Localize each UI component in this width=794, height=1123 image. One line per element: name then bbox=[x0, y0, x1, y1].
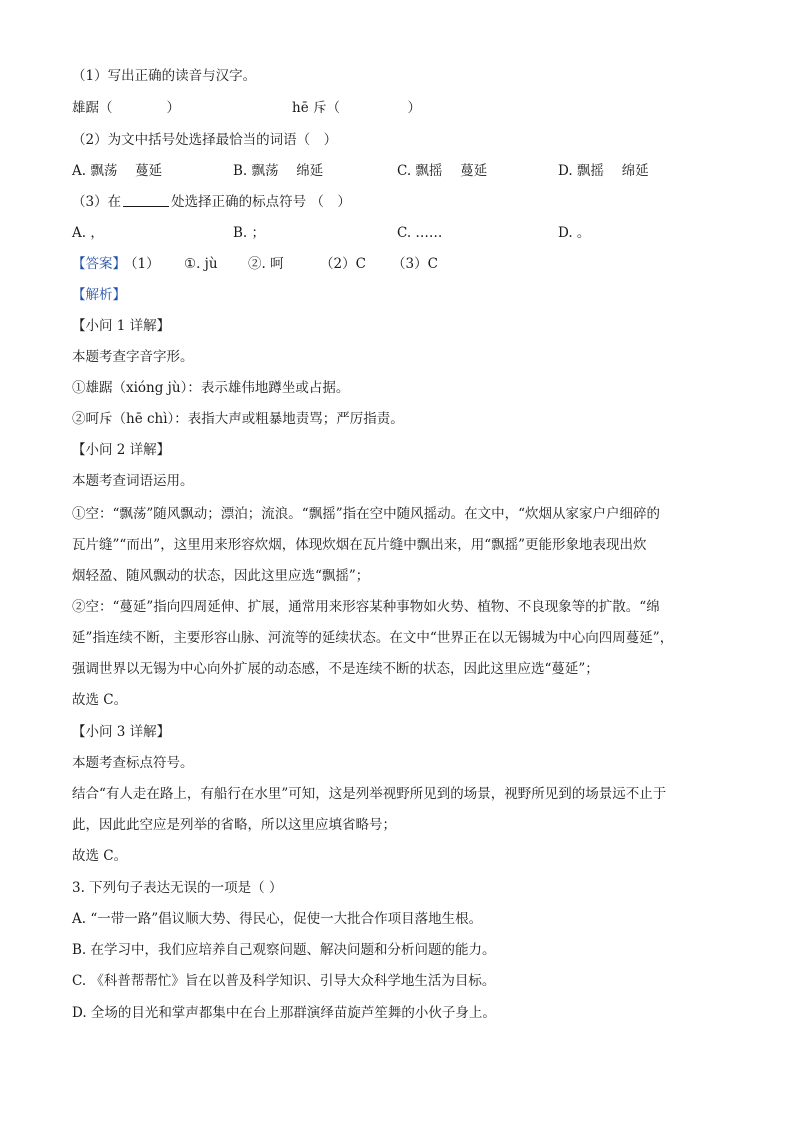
answer-2: （2）C bbox=[320, 256, 366, 272]
paragraph: 本题考查词语运用。 bbox=[72, 473, 194, 489]
paragraph: 烟轻盈、随风飘动的状态，因此这里应选“飘摇”； bbox=[72, 568, 370, 584]
option-b: B. 飘荡 绵延 bbox=[233, 163, 324, 179]
answer-label: 【答案】 bbox=[72, 256, 126, 272]
paragraph: 故选 C。 bbox=[72, 848, 128, 864]
option-b: B. ； bbox=[233, 225, 266, 241]
paragraph: ②呵斥（hē chì）：表指大声或粗暴地责骂；严厉指责。 bbox=[72, 411, 404, 427]
option-b: B. 在学习中，我们应培养自己观察问题、解决问题和分析问题的能力。 bbox=[72, 942, 496, 958]
paragraph: ②空：“蔓延”指向四周延伸、扩展，通常用来形容某种事物如火势、植物、不良现象等的扩散。“绵 bbox=[72, 599, 660, 615]
option-a: A. “一带一路”倡议顺大势、得民心，促使一大批合作项目落地生根。 bbox=[72, 911, 483, 927]
paragraph: ①空：“飘荡”随风飘动；漂泊；流浪。“飘摇”指在空中随风摇动。在文中，“炊烟从家家户户细碎的 bbox=[72, 506, 661, 522]
q2-prompt: （2）为文中括号处选择最恰当的词语（ ） bbox=[72, 132, 338, 148]
blank-xiongju: 雄踞（ ） bbox=[72, 100, 180, 116]
detail-heading-2: 【小问 2 详解】 bbox=[72, 442, 171, 458]
q3-prompt-pre: （3）在 bbox=[72, 194, 122, 210]
analysis-label: 【解析】 bbox=[72, 287, 126, 303]
paragraph: 本题考查标点符号。 bbox=[72, 755, 194, 771]
option-c: C. …… bbox=[397, 225, 443, 241]
detail-heading-3: 【小问 3 详解】 bbox=[72, 724, 171, 740]
paragraph: 强调世界以无锡为中心向外扩展的动态感，不是连续不断的状态，因此这里应选“蔓延”； bbox=[72, 661, 599, 677]
paragraph: 本题考查字音字形。 bbox=[72, 349, 194, 365]
paragraph: 延”指连续不断，主要形容山脉、河流等的延续状态。在文中“世界正在以无锡城为中心向四周蔓延”， bbox=[72, 630, 674, 646]
option-c: C. 《科普帮帮忙》旨在以普及科学知识、引导大众科学地生活为目标。 bbox=[72, 973, 496, 989]
q1-prompt: （1）写出正确的读音与汉字。 bbox=[72, 68, 257, 84]
paragraph: 瓦片缝”“而出”，这里用来形容炊烟，体现炊烟在瓦片缝中飘出来，用“飘摇”更能形象地表现出炊 bbox=[72, 537, 647, 553]
answer-1-1: ①. jù bbox=[184, 256, 218, 272]
detail-heading-1: 【小问 1 详解】 bbox=[72, 318, 171, 334]
fill-blank bbox=[123, 193, 169, 207]
option-a: A. 飘荡 蔓延 bbox=[72, 163, 163, 179]
blank-hechi: hē 斥（ ） bbox=[292, 100, 421, 116]
answer-1: （1） bbox=[124, 256, 160, 272]
option-d: D. 全场的目光和掌声都集中在台上那群演绎苗旋芦笙舞的小伙子身上。 bbox=[72, 1005, 496, 1021]
paragraph: ①雄踞（xióng jù）：表示雄伟地蹲坐或占据。 bbox=[72, 380, 350, 396]
q3-prompt-post: 处选择正确的标点符号 （ ） bbox=[171, 194, 351, 210]
option-c: C. 飘摇 蔓延 bbox=[397, 163, 488, 179]
answer-3: （3）C bbox=[392, 256, 438, 272]
option-a: A. ， bbox=[72, 225, 104, 241]
paragraph: 此，因此此空应是列举的省略，所以这里应填省略号； bbox=[72, 817, 396, 833]
option-d: D. 。 bbox=[558, 225, 591, 241]
answer-1-2: ②. 呵 bbox=[248, 256, 284, 272]
paragraph: 结合“有人走在路上，有船行在水里”可知，这是列举视野所见到的场景，视野所见到的场景远不止于 bbox=[72, 786, 667, 802]
question-3-title: 3. 下列句子表达无误的一项是（ ） bbox=[72, 880, 283, 896]
paragraph: 故选 C。 bbox=[72, 692, 128, 708]
q3-prompt bbox=[72, 192, 732, 212]
option-d: D. 飘摇 绵延 bbox=[558, 163, 649, 179]
